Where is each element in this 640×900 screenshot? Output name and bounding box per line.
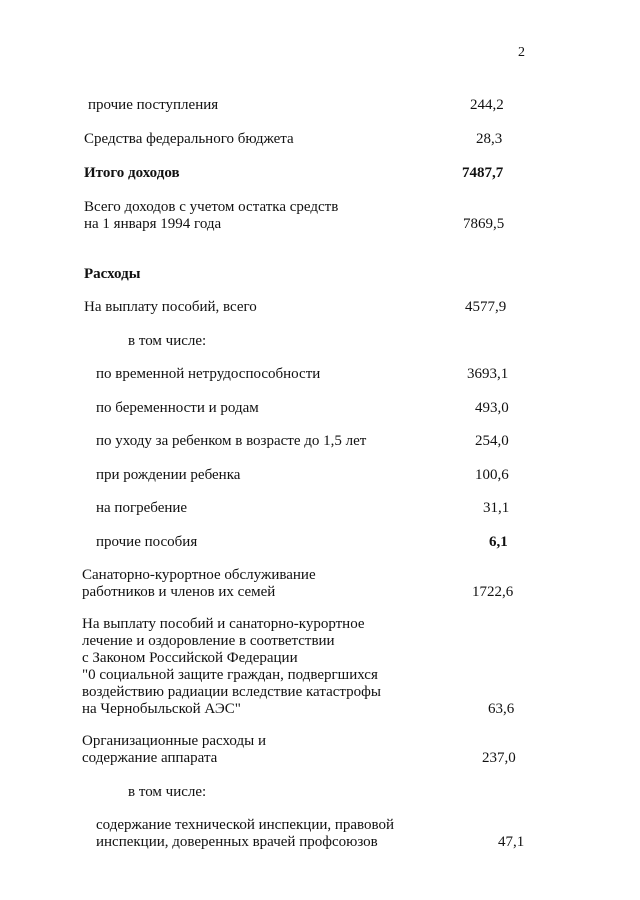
row-chernobyl-label: На выплату пособий и санаторно-курортное лечение и оздоровление в соответствии с Законом Российской Федерации "0 социальной защите граждан, подвергшихся воздействию радиации вследствие катастрофы на Чернобыльской АЭС" [82, 616, 381, 717]
section-heading-expenses: Расходы [84, 266, 141, 282]
row-other-receipts-label: прочие поступления [88, 97, 219, 113]
row-childcare-label: по уходу за ребенком в возрасте до 1,5 лет [96, 433, 367, 449]
row-inspection-value: 47,1 [498, 834, 525, 850]
row-pregnancy-value: 493,0 [475, 400, 509, 416]
row-childbirth-label: при рождении ребенка [96, 467, 241, 483]
row-other-receipts-value: 244,2 [470, 97, 504, 113]
row-chernobyl-value: 63,6 [488, 701, 515, 717]
row-pregnancy-label: по беременности и родам [96, 400, 259, 416]
row-temporary-disability-value: 3693,1 [467, 366, 509, 382]
row-burial-value: 31,1 [483, 500, 510, 516]
row-other-benefits-label: прочие пособия [96, 534, 198, 550]
row-federal-budget-value: 28,3 [476, 131, 503, 147]
row-benefits-total-value: 4577,9 [465, 299, 507, 315]
row-childcare-value: 254,0 [475, 433, 509, 449]
row-income-with-balance-value: 7869,5 [463, 216, 505, 232]
row-childbirth-value: 100,6 [475, 467, 509, 483]
row-income-with-balance-label: Всего доходов с учетом остатка средств на 1 января 1994 года [84, 199, 339, 232]
row-organizational-value: 237,0 [482, 750, 516, 766]
page-number: 2 [518, 45, 525, 60]
subheading-including-2: в том числе: [128, 784, 207, 800]
row-benefits-total-label: На выплату пособий, всего [84, 299, 257, 315]
row-sanatorium-value: 1722,6 [472, 584, 514, 600]
row-organizational-label: Организационные расходы и содержание аппарата [82, 733, 266, 766]
row-temporary-disability-label: по временной нетрудоспособности [96, 366, 321, 382]
row-total-income-label: Итого доходов [84, 165, 180, 181]
subheading-including-1: в том числе: [128, 333, 207, 349]
row-federal-budget-label: Средства федерального бюджета [84, 131, 294, 147]
row-sanatorium-label: Санаторно-курортное обслуживание работников и членов их семей [82, 567, 316, 600]
row-other-benefits-value: 6,1 [489, 534, 508, 550]
row-total-income-value: 7487,7 [462, 165, 504, 181]
row-burial-label: на погребение [96, 500, 188, 516]
row-inspection-label: содержание технической инспекции, правовой инспекции, доверенных врачей профсоюзов [96, 817, 395, 850]
